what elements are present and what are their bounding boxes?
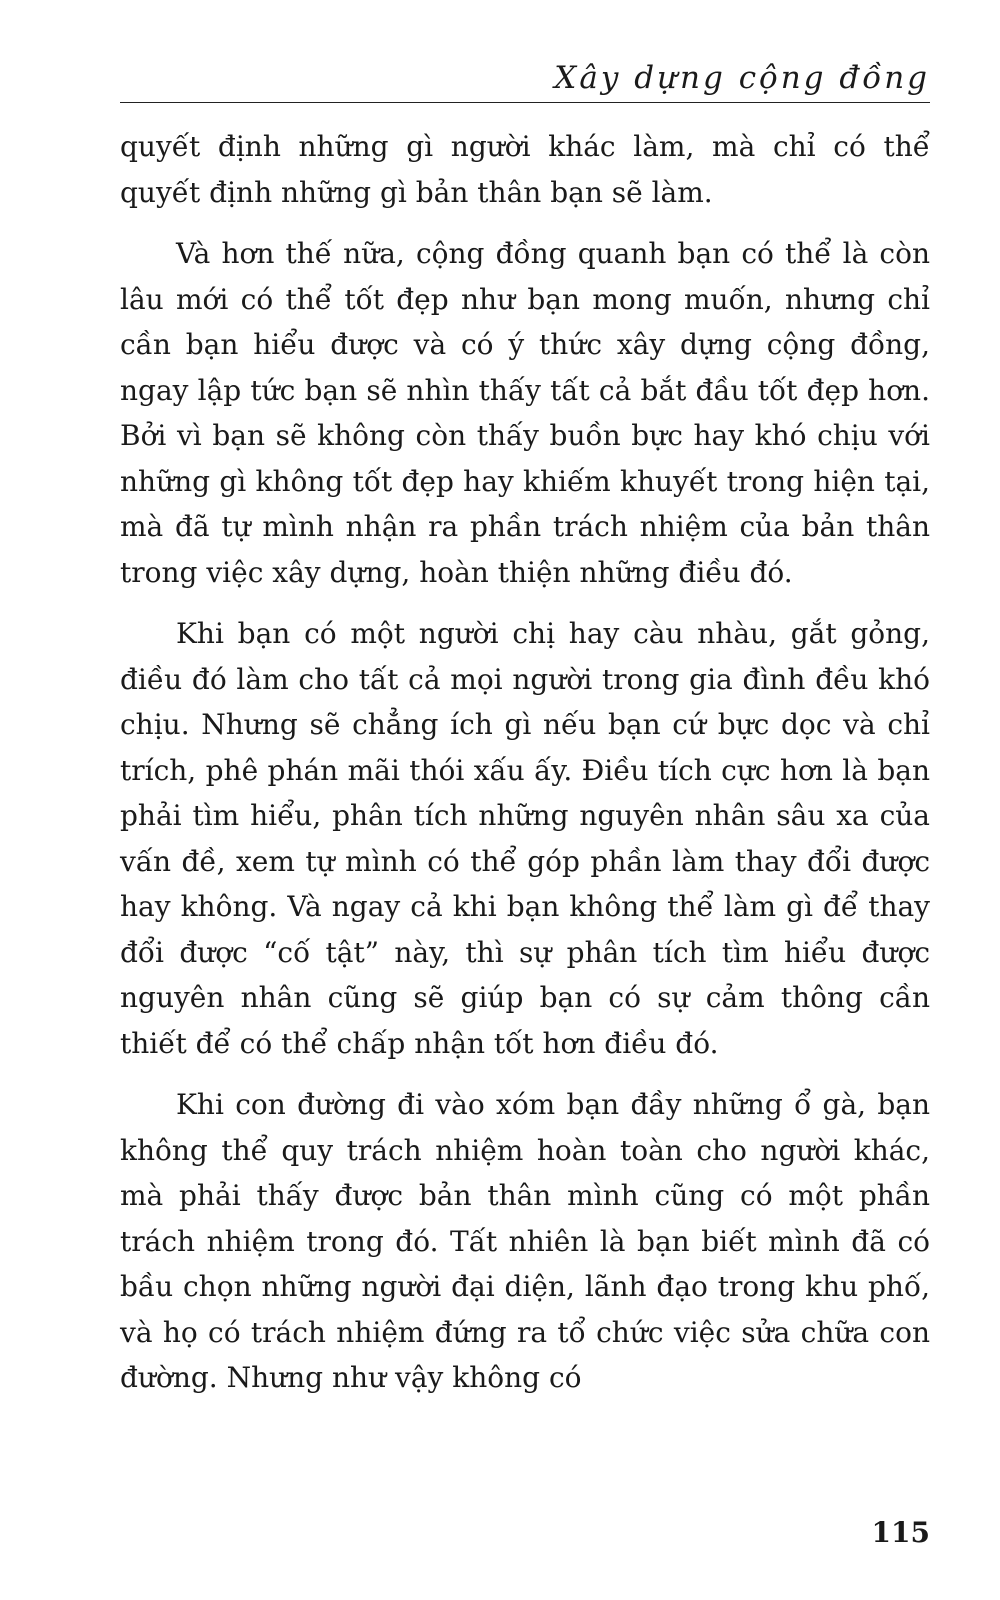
paragraph: Và hơn thế nữa, cộng đồng quanh bạn có thể là còn lâu mới có thể tốt đẹp như bạn mong muốn, nhưng chỉ cần bạn hiểu được và có ý thức xây dựng cộng đồng, ngay lập tức bạn sẽ nhìn thấy tất cả bắt đầu tốt đẹp hơn. Bởi vì bạn sẽ không còn thấy buồn bực hay khó chịu với những gì không tốt đẹp hay khiếm khuyết trong hiện tại, mà đã tự mình nhận ra phần trách nhiệm của bản thân trong việc xây dựng, hoàn thiện những điều đó. [120,237,930,589]
running-header [120,58,930,103]
body-text [120,124,930,1417]
page-number: 115 [871,1516,930,1549]
paragraph: Khi con đường đi vào xóm bạn đầy những ổ gà, bạn không thể quy trách nhiệm hoàn toàn cho người khác, mà phải thấy được bản thân mình cũng có một phần trách nhiệm trong đó. Tất nhiên là bạn biết mình đã có bầu chọn những người đại diện, lãnh đạo trong khu phố, và họ có trách nhiệm đứng ra tổ chức việc sửa chữa con đường. Nhưng như vậy không có [120,1088,930,1394]
paragraph-continuation: quyết định những gì người khác làm, mà chỉ có thể quyết định những gì bản thân bạn sẽ làm. [120,130,930,209]
running-title: Xây dựng cộng đồng [554,60,930,96]
paragraph: Khi bạn có một người chị hay càu nhàu, gắt gỏng, điều đó làm cho tất cả mọi người trong gia đình đều khó chịu. Nhưng sẽ chẳng ích gì nếu bạn cứ bực dọc và chỉ trích, phê phán mãi thói xấu ấy. Điều tích cực hơn là bạn phải tìm hiểu, phân tích những nguyên nhân sâu xa của vấn đề, xem tự mình có thể góp phần làm thay đổi được hay không. Và ngay cả khi bạn không thể làm gì để thay đổi được “cố tật” này, thì sự phân tích tìm hiểu được nguyên nhân cũng sẽ giúp bạn có sự cảm thông cần thiết để có thể chấp nhận tốt hơn điều đó. [120,617,930,1060]
